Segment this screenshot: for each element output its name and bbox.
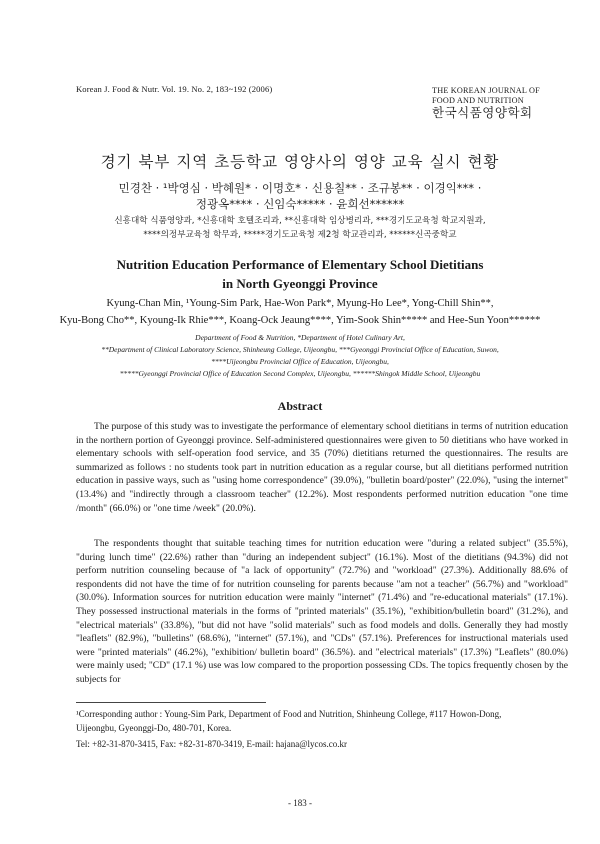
footnote-line2: Uijeongbu, Gyeonggi-Do, 480-701, Korea. [76, 723, 232, 733]
footnote-divider [76, 702, 266, 703]
journal-name-korean: 한국식품영양학회 [432, 105, 533, 121]
title-korean: 경기 북부 지역 초등학교 영양사의 영양 교육 실시 현황 [100, 153, 500, 171]
affiliations-english-line3: ****Uijeongbu Provincial Office of Education, Uijeongbu, [211, 357, 389, 366]
affiliations-korean-line2: ****의정부교육청 학무과, *****경기도교육청 제2청 학교관리과, ******신곡중학교 [143, 230, 457, 240]
affiliations-english-line2: **Department of Clinical Laboratory Science, Shinheung College, Uijeongbu, ***Gyeonggi Provincial Office of Education, Suwon, [101, 345, 499, 354]
abstract-heading: Abstract [277, 399, 323, 413]
affiliations-english-line4: *****Gyeonggi Provincial Office of Education Second Complex, Uijeongbu, ******Shingok Middle School, Uijeongbu [119, 369, 481, 378]
title-english [0, 255, 600, 293]
authors-english-line1: Kyung-Chan Min, ¹Young-Sim Park, Hae-Won Park*, Myung-Ho Lee*, Yong-Chill Shin**, [106, 298, 494, 309]
journal-name-line2: FOOD AND NUTRITION [432, 95, 524, 105]
journal-citation: Korean J. Food & Nutr. Vol. 19. No. 2, 183~192 (2006) [76, 84, 273, 94]
affiliations-korean-line1: 신흥대학 식품영양과, *신흥대학 호텔조리과, **신흥대학 임상병리과, ***경기도교육청 학교지원과, [114, 216, 486, 226]
title-english-line1: Nutrition Education Performance of Elementary School Dietitians [116, 257, 484, 272]
authors-english-line2: Kyu-Bong Cho**, Kyoung-Ik Rhie***, Koang-Ock Jeaung****, Yim-Sook Shin***** and Hee-Sun Yoon****** [59, 315, 541, 326]
page-number: - 183 - [288, 798, 312, 808]
footnote-line3: Tel: +82-31-870-3415, Fax: +82-31-870-3419, E-mail: hajana@lycos.co.kr [76, 739, 348, 749]
abstract-paragraph-1: The purpose of this study was to investigate the performance of elementary school dietitians in terms of nutrition education in the northern portion of Gyeonggi province. Self-administered questionnaires were given to 50 dietitians who have worked in elementary schools with self-operation food service, and 35 (70%) dietitians returned the questionnaires. The results are summarized as follows : no students took part in nutrition education as a regular course, but all dietitians performed nutrition education in passive ways, such as "using home correspondence" (39.0%), "bulletin board/poster" (22.0%), "using the internet" (13.4%) and "indirectly through a classroom teacher" (12.2%). Most respondents performed nutrition education "one time /month" (66.0%) or "one time /week" (20.0%). [76, 421, 568, 514]
journal-name-line1: THE KOREAN JOURNAL OF [432, 86, 540, 95]
affiliations-english-line1: Department of Food & Nutrition, *Department of Hotel Culinary Art, [195, 333, 405, 342]
footnote-line1: ¹Corresponding author : Young-Sim Park, Department of Food and Nutrition, Shinheung College, #117 Howon-Dong, [76, 709, 502, 719]
abstract-paragraph-2: The respondents thought that suitable teaching times for nutrition education were "during a related subject" (35.5%), "during lunch time" (22.6%) rather than "during an independent subject" (16.1%). Most of the dietitians (94.3%) did not perform nutrition counseling because of "a lack of opportunity" (72.7%) and "workload" (27.3%). Additionally 88.6% of respondents did not have the time of for nutrition counseling for parents because "am not a teacher" (56.7%) and "workload" (30.0%). Information sources for nutrition education were mainly "internet" (71.4%) and "re-educational materials" (17.1%). They possessed instructional materials in the forms of "printed materials" (35.1%), "exhibition/bulletin board" (31.2%), and "electrical materials" (33.8%), "but did not have "solid materials" such as food models and dolls. Generally they had mostly "leaflets" (82.9%), "bulletins" (68.6%), "internet" (57.1%), and "CDs" (57.1%). Preferences for instructional materials used were "printed materials" (46.2%), "exhibition/ bulletin board" (36.5%). and "electrical materials" (17.3%) "Leaflets" (80.0%) were mainly used; "CD" (17.1 %) use was low compared to the proportion possessing CDs. The topics frequently chosen by the subjects for [76, 538, 568, 685]
authors-korean-line2: 정광옥**** · 신임숙***** · 윤희선****** [195, 197, 405, 211]
journal-logo-block [432, 86, 572, 121]
title-english-line2: in North Gyeonggi Province [222, 276, 378, 291]
authors-korean-line1: 민경찬 · ¹박영심 · 박혜원* · 이명호* · 신용칠** · 조규봉** · 이경익*** · [118, 181, 482, 195]
